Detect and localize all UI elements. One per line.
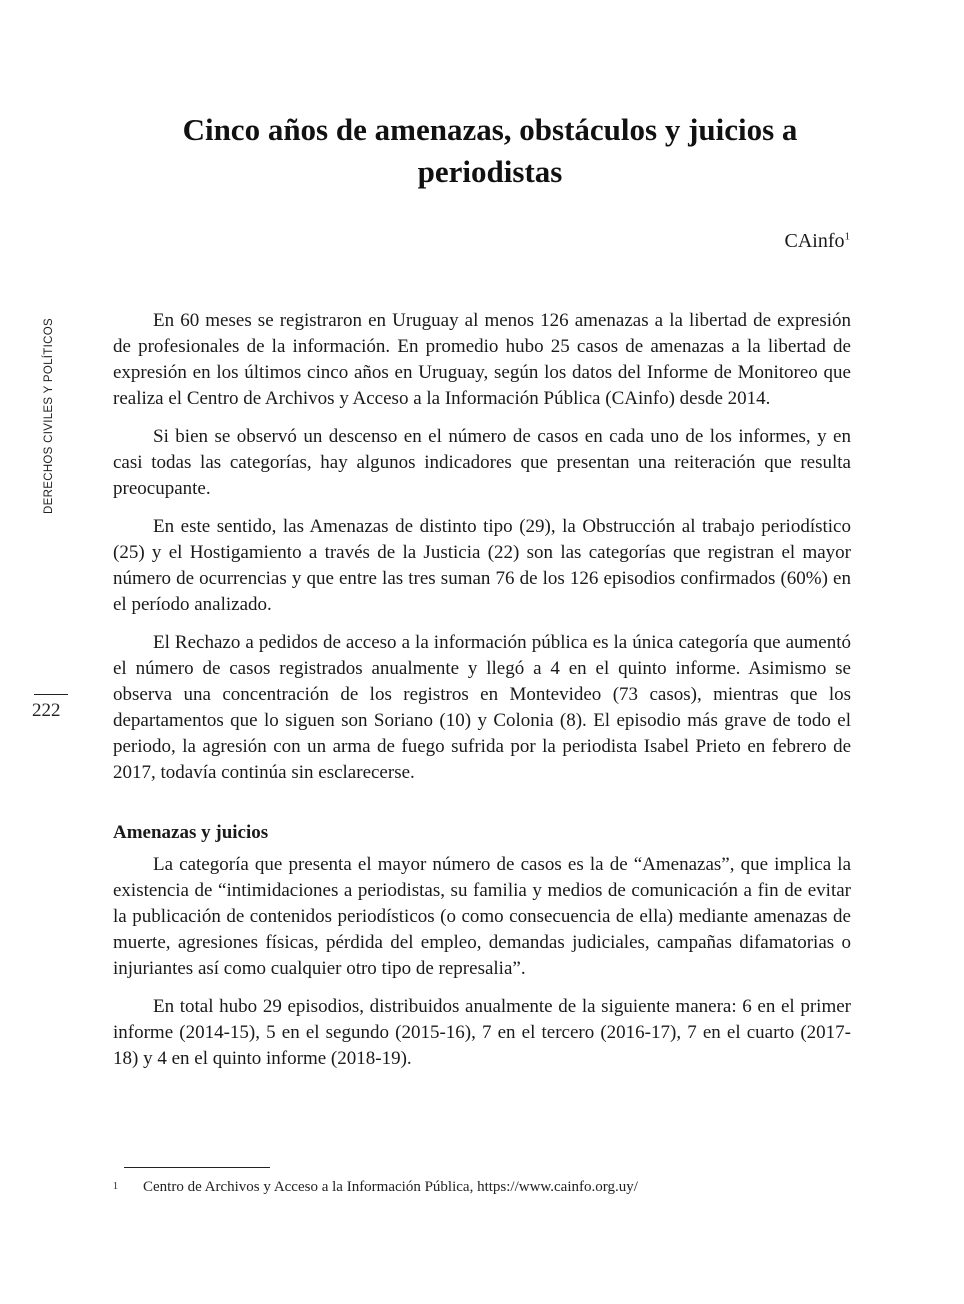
paragraph: El Rechazo a pedidos de acceso a la información pública es la única categoría que aumentó el número de casos registrados anualmente y llegó a 4 en el quinto informe. Asimismo se observa una concentración de los registros en Montevideo (73 casos), mientras que los departamentos que lo siguen son Soriano (10) y Colonia (8). El episodio más grave de todo el periodo, la agresión con un arma de fuego sufrida por la periodista Isabel Prieto en febrero de 2017, todavía continúa sin esclarecerse.: [113, 632, 851, 783]
section-label-text: DERECHOS CIVILES Y POLÍTICOS: [43, 317, 55, 514]
footnote-separator: [124, 1167, 270, 1168]
paragraph: La categoría que presenta el mayor número de casos es la de “Amenazas”, que implica la existencia de “intimidaciones a periodistas, su familia y medios de comunicación a fin de evitar la publicación de contenidos periodísticos (o como consecuencia de ella) mediante amenazas de muerte, agresiones físicas, pérdida del empleo, demandas judiciales, campañas difamatorias o injuriantes así como cualquier otro tipo de represalia”.: [113, 854, 851, 979]
author-footnote-ref: 1: [844, 230, 850, 243]
article-title: Cinco años de amenazas, obstáculos y juicios a periodistas: [182, 112, 798, 189]
author-name: CAinfo: [784, 230, 845, 252]
page-number: 222: [32, 700, 61, 721]
page-number-rule: [34, 694, 68, 695]
paragraph: En 60 meses se registraron en Uruguay al menos 126 amenazas a la libertad de expresión de profesionales de la información. En promedio hubo 25 casos de amenazas a la libertad de expresión en los últimos cinco años en Uruguay, según los datos del Informe de Monitoreo que realiza el Centro de Archivos y Acceso a la Información Pública (CAinfo) desde 2014.: [113, 310, 851, 409]
paragraph: Si bien se observó un descenso en el número de casos en cada uno de los informes, y en casi todas las categorías, hay algunos indicadores que presentan una reiteración que resulta preocupante.: [113, 426, 851, 499]
footnote-mark: 1: [113, 1181, 118, 1192]
paragraph: En este sentido, las Amenazas de distinto tipo (29), la Obstrucción al trabajo periodístico (25) y el Hostigamiento a través de la Justicia (22) son las categorías que registran el mayor número de ocurrencias y que entre las tres suman 76 de los 126 episodios confirmados (60%) en el período analizado.: [113, 516, 851, 615]
running-section-label: [34, 318, 64, 513]
article-body: [113, 308, 851, 1084]
footnote: [113, 1177, 853, 1197]
author-line: [785, 230, 851, 253]
section-heading: Amenazas y juicios: [113, 822, 269, 843]
paragraph: En total hubo 29 episodios, distribuidos anualmente de la siguiente manera: 6 en el primer informe (2014-15), 5 en el segundo (2015-16), 7 en el tercero (2016-17), 7 en el cuarto (2017-18) y 4 en el quinto informe (2018-19).: [113, 996, 851, 1069]
footnote-text: Centro de Archivos y Acceso a la Información Pública, https://www.cainfo.org.uy/: [143, 1179, 638, 1195]
